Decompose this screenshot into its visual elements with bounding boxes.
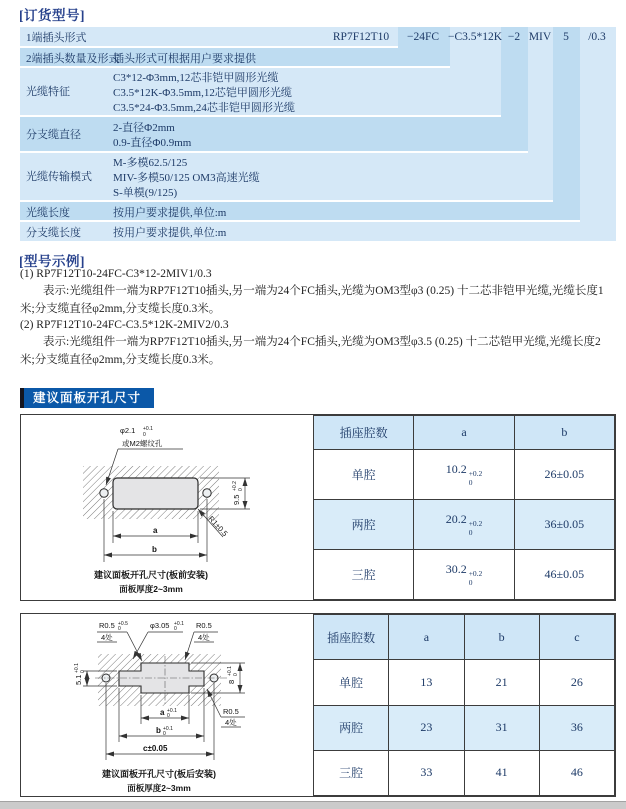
cavity-cell: 两腔 xyxy=(314,500,414,550)
order-row-desc: C3.5*24-Φ3.5mm,24芯非铠甲圆形光缆 xyxy=(113,102,295,114)
code-segment: −2 xyxy=(507,31,521,43)
svg-text:0: 0 xyxy=(80,670,86,673)
column-header: 插座腔数 xyxy=(314,416,414,450)
svg-text:5.1: 5.1 xyxy=(74,674,83,685)
mounting-hole xyxy=(100,489,108,497)
a-cell: 20.2 +0.2 0 xyxy=(414,500,514,550)
svg-text:0: 0 xyxy=(238,488,244,491)
order-row-band xyxy=(20,153,553,200)
table-row xyxy=(314,450,615,500)
column-header: a xyxy=(414,416,514,450)
order-row-desc: 插头形式可根据用户要求提供 xyxy=(113,53,256,65)
order-row-label: 2端插头数量及形式 xyxy=(26,53,120,65)
order-row-band xyxy=(20,202,580,220)
radius-label: R0.5 xyxy=(223,707,239,716)
order-row-desc: 2-直径Φ2mm xyxy=(113,122,175,134)
cavity-cell: 三腔 xyxy=(314,550,414,600)
count-label: 4处 xyxy=(225,718,237,727)
order-row-label: 光缆特征 xyxy=(26,86,70,98)
panel-cutout-front-box xyxy=(20,414,616,601)
code-segment: RP7F12T10 xyxy=(332,31,390,43)
order-row-desc: 0.9-直径Φ0.9mm xyxy=(113,137,192,149)
svg-text:+0.5: +0.5 xyxy=(118,621,128,627)
rear-mount-drawing xyxy=(21,614,313,798)
c-cell: 46 xyxy=(539,750,614,795)
page-bottom-strip xyxy=(0,801,626,809)
dim-b-label: b xyxy=(156,726,161,735)
example-code: (1) RP7F12T10-24FC-C3*12-2MIV1/0.3 xyxy=(20,268,212,280)
example-code: (2) RP7F12T10-24FC-C3.5*12K-2MIV2/0.3 xyxy=(20,319,229,331)
svg-text:+0.1: +0.1 xyxy=(174,621,184,627)
code-segment: −24FC xyxy=(406,31,440,43)
dim-b-label: b xyxy=(152,545,157,554)
center-height-dimension xyxy=(227,666,239,684)
example-desc: 表示:光缆组件一端为RP7F12T10插头,另一端为24个FC插头,光缆为OM3型φ3 (0.25) 十二芯非铠甲光缆,光缆长度1米;分支缆直径φ2mm,分支缆长度0.3米。 xyxy=(20,285,604,315)
svg-text:0: 0 xyxy=(167,713,170,719)
b-cell: 41 xyxy=(464,750,539,795)
order-row-desc: MIV-多模50/125 OM3高速光缆 xyxy=(113,172,260,184)
panel-cutout-banner: 建议面板开孔尺寸 xyxy=(20,388,154,408)
svg-text:0: 0 xyxy=(174,626,177,632)
table-row xyxy=(314,550,615,600)
front-mount-drawing xyxy=(21,415,313,599)
model-examples xyxy=(20,267,608,369)
svg-text:+0.1: +0.1 xyxy=(163,726,173,732)
hole-diameter-label: φ2.1 xyxy=(120,426,136,435)
svg-text:0: 0 xyxy=(233,673,239,676)
mounting-hole xyxy=(203,489,211,497)
order-row-label: 1端插头形式 xyxy=(26,32,87,44)
svg-text:+0.1: +0.1 xyxy=(227,666,233,676)
order-row-desc: C3.5*12K-Φ3.5mm,12芯铠甲圆形光缆 xyxy=(113,87,292,99)
order-row-label: 光缆传输模式 xyxy=(26,171,92,183)
order-row-label: 分支缆长度 xyxy=(26,227,81,239)
dim-a-label: a xyxy=(153,526,158,535)
examples-section-title: [型号示例] xyxy=(19,254,85,269)
column-header: c xyxy=(539,615,614,660)
column-header: b xyxy=(514,416,614,450)
drawing-caption: 建议面板开孔尺寸(板后安装) xyxy=(102,769,216,779)
cavity-cell: 单腔 xyxy=(314,450,414,500)
drawing-caption: 建议面板开孔尺寸(板前安装) xyxy=(94,570,208,580)
staircase-band xyxy=(553,27,580,220)
panel-thickness-note: 面板厚度2~3mm xyxy=(119,584,183,594)
svg-text:+0.1: +0.1 xyxy=(167,708,177,714)
table-row xyxy=(314,705,615,750)
b-cell: 36±0.05 xyxy=(514,500,614,550)
order-row-label: 光缆长度 xyxy=(26,207,70,219)
thread-alt-label: 或M2螺纹孔 xyxy=(122,439,163,448)
order-row-label: 分支缆直径 xyxy=(26,129,81,141)
a-cell: 33 xyxy=(389,750,464,795)
cavity-cell: 两腔 xyxy=(314,705,389,750)
order-row-band xyxy=(20,222,616,241)
table-row xyxy=(314,660,615,705)
svg-text:R1±0.5: R1±0.5 xyxy=(206,514,230,539)
code-segment: −C3.5*12K xyxy=(447,31,503,43)
panel-cutout-table-rear xyxy=(313,614,615,796)
svg-text:9.5: 9.5 xyxy=(232,494,241,505)
c-cell: 36 xyxy=(539,705,614,750)
tolerance-lower: 0 xyxy=(143,432,146,438)
dim-c-label: c±0.05 xyxy=(143,744,168,753)
column-header: b xyxy=(464,615,539,660)
order-row-desc: 按用户要求提供,单位:m xyxy=(113,207,227,219)
table-row xyxy=(314,750,615,795)
tab-height-dimension xyxy=(74,663,86,685)
column-header: 插座腔数 xyxy=(314,615,389,660)
panel-cutout-table-front xyxy=(313,415,615,600)
panel-drawing-front-mount xyxy=(21,415,313,600)
a-cell: 23 xyxy=(389,705,464,750)
height-dimension xyxy=(232,481,244,505)
order-row-desc: S-单模(9/125) xyxy=(113,187,178,199)
order-row-desc: M-多模62.5/125 xyxy=(113,157,188,169)
cutout-opening xyxy=(113,478,198,509)
a-cell: 13 xyxy=(389,660,464,705)
count-label: 4处 xyxy=(101,633,113,642)
ordering-code-table xyxy=(20,27,616,241)
svg-text:+0.1: +0.1 xyxy=(74,663,80,673)
order-row-desc: 按用户要求提供,单位:m xyxy=(113,227,227,239)
cavity-cell: 三腔 xyxy=(314,750,389,795)
svg-text:0: 0 xyxy=(118,626,121,632)
code-segment: /0.3 xyxy=(588,31,606,43)
tolerance-upper: +0.1 xyxy=(143,426,153,432)
hole-diameter-label: φ3.05 xyxy=(150,621,170,630)
panel-thickness-note: 面板厚度2~3mm xyxy=(127,783,191,793)
b-cell: 21 xyxy=(464,660,539,705)
example-desc: 表示:光缆组件一端为RP7F12T10插头,另一端为24个FC插头,光缆为OM3型φ3.5 (0.25) 十二芯铠甲光缆,光缆长度2米;分支缆直径φ2mm,分支缆长度0.3米。 xyxy=(20,336,601,366)
count-label: 4处 xyxy=(198,633,210,642)
cavity-cell: 单腔 xyxy=(314,660,389,705)
svg-text:+0.2: +0.2 xyxy=(232,481,238,491)
b-cell: 46±0.05 xyxy=(514,550,614,600)
svg-text:0: 0 xyxy=(163,731,166,737)
ordering-section-title: [订货型号] xyxy=(19,8,85,23)
b-cell: 26±0.05 xyxy=(514,450,614,500)
a-cell: 30.2 +0.2 0 xyxy=(414,550,514,600)
table-row xyxy=(314,500,615,550)
staircase-band xyxy=(580,27,616,241)
a-cell: 10.2 +0.2 0 xyxy=(414,450,514,500)
order-row-band xyxy=(20,117,528,151)
dim-a-label: a xyxy=(160,708,165,717)
svg-text:8: 8 xyxy=(227,679,236,684)
c-cell: 26 xyxy=(539,660,614,705)
code-segment: MIV xyxy=(528,31,552,43)
radius-label: R0.5 xyxy=(196,621,212,630)
code-segment: 5 xyxy=(563,31,569,43)
b-cell: 31 xyxy=(464,705,539,750)
column-header: a xyxy=(389,615,464,660)
radius-label: R0.5 xyxy=(99,621,115,630)
panel-drawing-rear-mount xyxy=(21,614,313,796)
panel-cutout-rear-box xyxy=(20,613,616,797)
order-row-desc: C3*12-Φ3mm,12芯非铠甲圆形光缆 xyxy=(113,72,279,84)
